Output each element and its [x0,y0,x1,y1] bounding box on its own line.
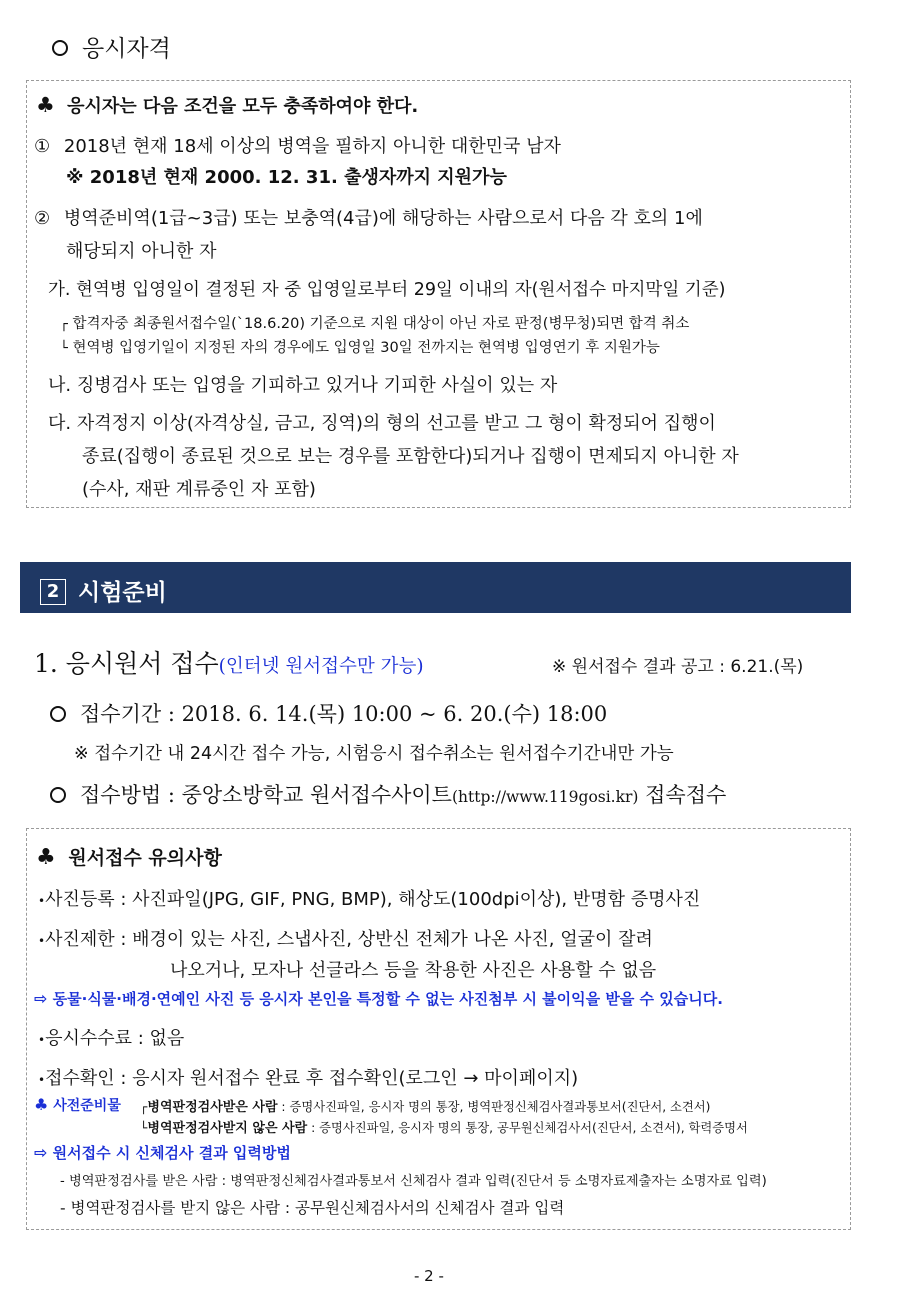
method-line [50,779,726,809]
item-1-note: ※ 2018년 현재 2000. 12. 31. 출생자까지 지원가능 [66,167,507,188]
period-text: 접수기간 : 2018. 6. 14.(목) 10:00 ~ 6. 20.(수) 18:00 [80,702,608,726]
club-icon: ♣ [36,845,56,870]
bracket-bottom-icon: └ [60,341,68,356]
notice-title-text: 원서접수 유의사항 [68,847,222,869]
period-line [50,698,607,728]
prep-2-text: : 증명사진파일, 응시자 명의 통장, 공무원신체검사서(진단서, 소견서), 학력증명서 [307,1121,748,1135]
bracket-top-icon: ┌ [140,1100,148,1114]
ga-note-1-text: 합격자중 최종원서접수일(`18.6.20) 기준으로 지원 대상이 아닌 자로 판정(병무청)되면 합격 취소 [72,316,690,332]
fee-line [38,1024,184,1050]
banner-number-box: 2 [40,579,66,605]
input-method-1: - 병역판정검사를 받은 사람 : 병역판정신체검사결과통보서 신체검사 결과 입력(진단서 등 소명자료제출자는 소명자료 입력) [60,1174,767,1189]
prep-item-1 [140,1096,710,1115]
section-banner [20,562,851,613]
sub-item-da-line3: (수사, 재판 계류중인 자 포함) [82,479,316,500]
heading-text: 응시자격 [82,36,171,62]
prep-1-text: : 증명사진파일, 응시자 명의 통장, 병역판정신체검사결과통보서(진단서, 소견서) [277,1100,711,1114]
confirm-text: 접수확인 : 응시자 원서접수 완료 후 접수확인(로그인 → 마이페이지) [45,1068,579,1089]
confirm-line [38,1064,578,1090]
sub-item-na: 나. 징병검사 또는 입영을 기피하고 있거나 기피한 사실이 있는 자 [48,375,558,396]
period-note: ※ 접수기간 내 24시간 접수 가능, 시험응시 접수취소는 원서접수기간내만 가능 [74,744,674,764]
item-2-text-line2: 해당되지 아니한 자 [66,241,217,262]
fee-text: 응시수수료 : 없음 [45,1028,185,1049]
banner-content [40,574,167,608]
input-method-title-text: 원서접수 시 신체검사 결과 입력방법 [52,1144,291,1162]
sub-item-da-line2: 종료(집행이 종료된 것으로 보는 경우를 포함한다)되거나 집행이 면제되지 아니한 자 [82,446,739,467]
arrow-right-icon: ⇨ [34,1143,48,1162]
circle-bullet-icon [50,787,66,803]
input-method-title [34,1142,291,1163]
method-text: 접수방법 : 중앙소방학교 원서접수사이트 [80,783,452,807]
eligibility-box-title [36,92,418,118]
club-icon: ♣ [36,93,55,117]
bracket-bottom-icon: └ [140,1121,148,1135]
notice-title [36,843,222,870]
photo-limit-text-1: 사진제한 : 배경이 있는 사진, 스냅사진, 상반신 전체가 나온 사진, 얼굴이 잘려 [45,929,653,950]
box-title-text: 응시자는 다음 조건을 모두 충족하여야 한다. [67,96,419,117]
small-bullet-icon: • [38,894,46,908]
sub-item-da-line1: 다. 자격정지 이상(자격상실, 금고, 징역)의 형의 선고를 받고 그 형이 확정되어 집행이 [48,413,716,434]
photo-limit-line1 [38,925,653,951]
small-bullet-icon: • [38,1073,46,1087]
section-heading-eligibility [52,30,171,63]
sub-item-ga-note-1 [60,312,689,333]
photo-registration-text: 사진등록 : 사진파일(JPG, GIF, PNG, BMP), 해상도(100dpi이상), 반명함 증명사진 [45,889,701,910]
item-2-text-line1: 병역준비역(1급~3급) 또는 보충역(4급)에 해당하는 사람으로서 다음 각 호의 1에 [63,208,703,229]
prep-2-bold: 병역판정검사받지 않은 사람 [147,1121,308,1136]
small-bullet-icon: • [38,934,46,948]
circle-bullet-icon [52,40,68,56]
prep-item-2 [140,1117,748,1136]
item-1 [34,132,561,158]
banner-title: 시험준비 [78,580,167,606]
warning-text: 동물·식물·배경·연예인 사진 등 응시자 본인을 특정할 수 없는 사진첨부 시 불이익을 받을 수 있습니다. [52,990,723,1008]
prep-1-bold: 병역판정검사받은 사람 [147,1100,278,1115]
photo-limit-line2: 나오거나, 모자나 선글라스 등을 착용한 사진은 사용할 수 없음 [170,960,657,981]
sub-item-ga: 가. 현역병 입영일이 결정된 자 중 입영일로부터 29일 이내의 자(원서접수 마지막일 기준) [48,280,726,300]
bracket-top-icon: ┌ [60,317,68,332]
item-1-number: ① [34,136,51,157]
application-heading-paren: (인터넷 원서접수만 가능) [218,656,424,677]
page-number: - 2 - [414,1267,444,1285]
application-heading [34,644,424,680]
arrow-right-icon: ⇨ [34,989,48,1008]
method-url-link[interactable]: (http://www.119gosi.kr) [451,788,639,806]
item-2-number: ② [34,208,51,229]
circle-bullet-icon [50,706,66,722]
method-text-end: 접속접수 [638,783,727,807]
item-2 [34,204,703,230]
photo-registration [38,885,700,911]
warning-line [34,988,723,1009]
ga-note-2-text: 현역병 입영기일이 지정된 자의 경우에도 입영일 30일 전까지는 현역병 입영연기 후 지원가능 [72,340,660,356]
result-announcement-note: ※ 원서접수 결과 공고 : 6.21.(목) [552,657,804,677]
item-1-text: 2018년 현재 18세 이상의 병역을 필하지 아니한 대한민국 남자 [63,136,561,157]
input-method-2: - 병역판정검사를 받지 않은 사람 : 공무원신체검사서의 신체검사 결과 입력 [60,1199,565,1217]
small-bullet-icon: • [38,1033,46,1047]
prep-label-text: 사전준비물 [53,1098,121,1114]
sub-item-ga-note-2 [60,336,660,357]
application-heading-text: 1. 응시원서 접수 [34,649,219,678]
prep-label [34,1095,121,1115]
club-icon: ♣ [34,1095,49,1114]
